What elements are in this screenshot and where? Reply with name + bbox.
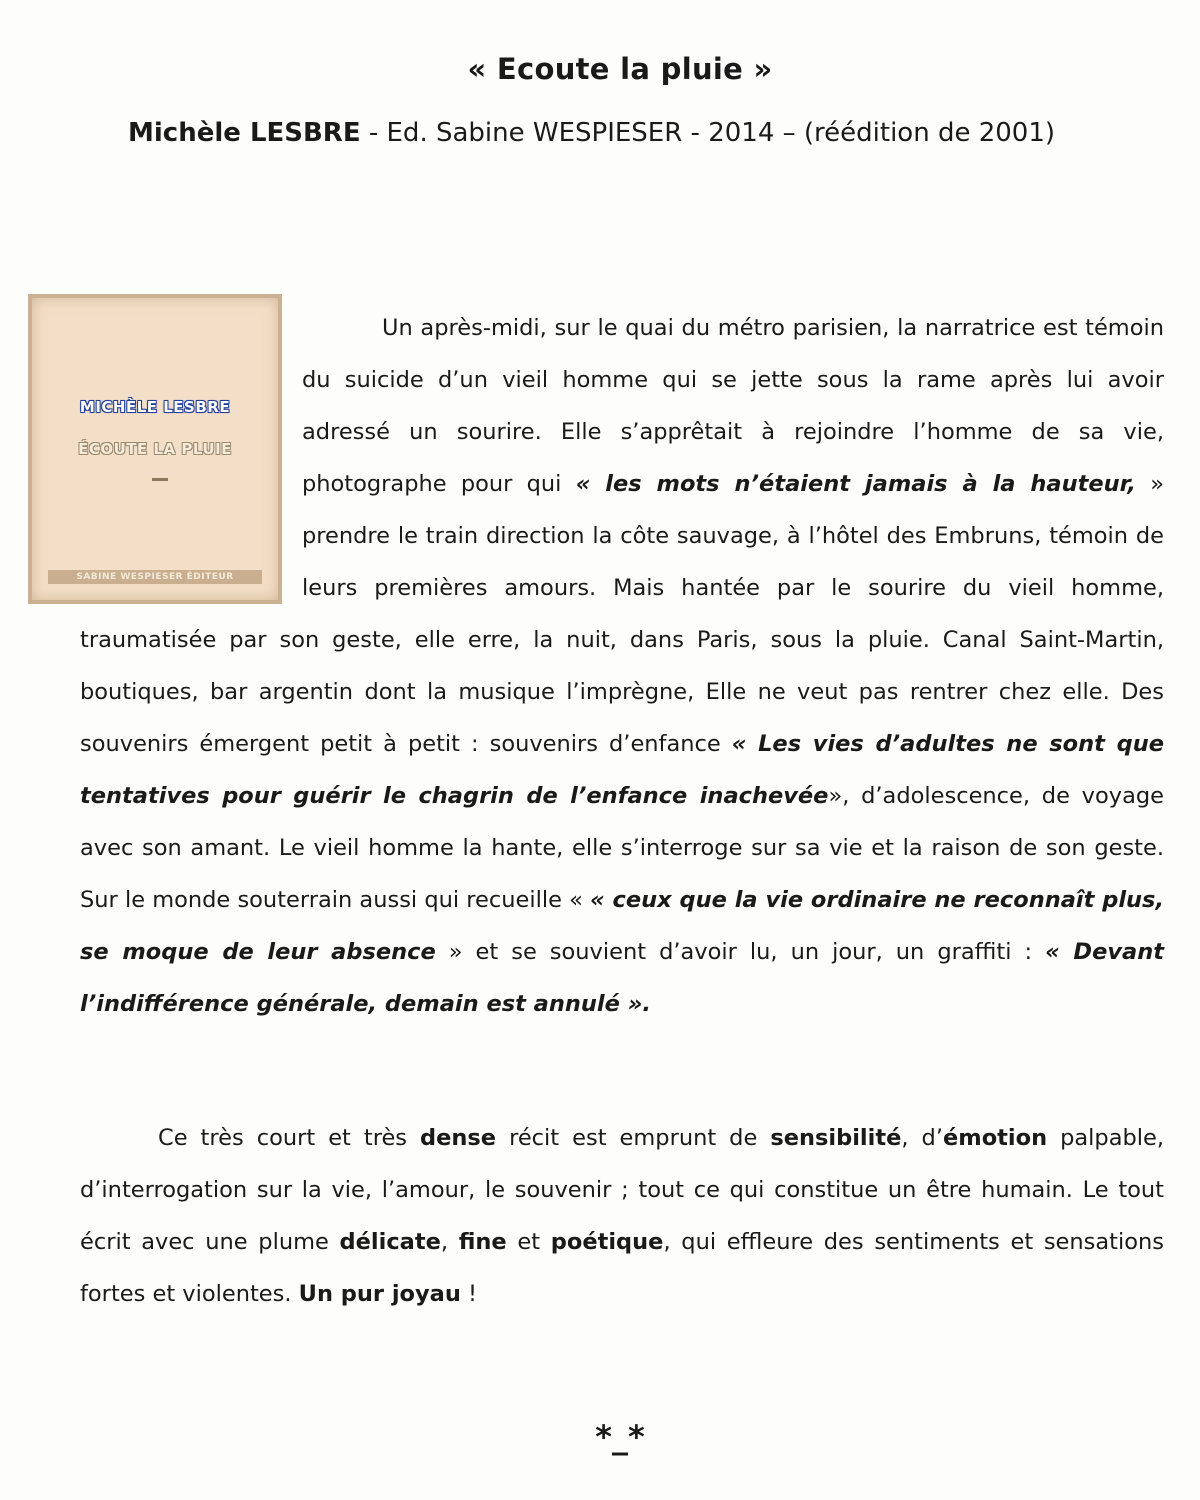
opinion-text: Ce très court et très	[158, 1125, 421, 1151]
quote-vies-adultes: « Les vies d’adultes ne sont que tentatives pour guérir le chagrin de l’enfance inachevée	[80, 731, 1164, 809]
cover-title: ÉCOUTE LA PLUIE	[78, 440, 232, 458]
emphasis-delicate: délicate	[339, 1229, 441, 1255]
summary-text: Un après-midi, sur le quai du métro parisien, la narratrice est témoin du suicide d’un vieil homme qui se jette sous la rame après lui avoir adressé un sourire. Elle s’apprêtait à rejoindre l’homme de sa vie, photographe pour qui	[302, 315, 1164, 497]
summary-text: » et se souvient d’avoir lu, un jour, un graffiti :	[435, 939, 1046, 965]
opinion-text: palpable, d’interrogation sur la vie, l’amour, le souvenir ; tout ce qui constitue un être humain. Le tout écrit avec une plume	[80, 1125, 1165, 1255]
opinion-text: ,	[440, 1229, 459, 1255]
author-name: Michèle LESBRE	[128, 118, 361, 148]
cover-wrap-spacer	[80, 302, 302, 614]
emphasis-emotion: émotion	[942, 1125, 1048, 1151]
quote-graffiti: « Devant l’indifférence générale, demain est annulé ».	[80, 939, 1164, 1017]
emphasis-sensibilite: sensibilité	[770, 1125, 902, 1151]
opinion-text: , d’	[901, 1125, 943, 1151]
review-title: « Ecoute la pluie »	[467, 52, 773, 86]
cover-author: MICHÈLE LESBRE	[79, 398, 231, 416]
book-credits	[128, 118, 1138, 148]
summary-text: », d’adolescence, de voyage avec son amant. Le vieil homme la hante, elle s’interroge sur sa vie et la raison de son geste. Sur le monde souterrain aussi qui recueille «	[80, 783, 1164, 913]
opinion-text: et	[506, 1229, 551, 1255]
opinion-text: récit est emprunt de	[496, 1125, 771, 1151]
emphasis-pur-joyau: Un pur joyau	[298, 1281, 461, 1307]
summary-text: » prendre le train direction la côte sauvage, à l’hôtel des Embruns, témoin de leurs premières amours. Mais hantée par le sourire du vieil homme, traumatisée par son geste, elle erre, la nuit, dans Paris, sous la pluie. Canal Saint-Martin, boutiques, bar argentin dont la musique l’imprègne, Elle ne veut pas rentrer chez elle. Des souvenirs émergent petit à petit : souvenirs d’enfance	[80, 471, 1164, 757]
quote-les-mots: « les mots n’étaient jamais à la hauteur,	[575, 471, 1136, 497]
emphasis-dense: dense	[420, 1125, 497, 1151]
emphasis-fine: fine	[458, 1229, 507, 1255]
publication-info: - Ed. Sabine WESPIESER - 2014 – (réédition de 2001)	[368, 118, 1056, 148]
end-mark: *_*	[595, 1418, 645, 1456]
opinion-paragraph	[80, 1112, 1164, 1320]
cover-publisher: SABINE WESPIESER ÉDITEUR	[48, 570, 262, 584]
opinion-text: !	[460, 1281, 478, 1307]
quote-vie-ordinaire: « ceux que la vie ordinaire ne reconnaît plus, se moque de leur absence	[80, 887, 1164, 965]
opinion-text: , qui effleure des sentiments et sensations fortes et violentes.	[80, 1229, 1164, 1307]
summary-paragraph	[80, 302, 1164, 1030]
emphasis-poetique: poétique	[550, 1229, 664, 1255]
